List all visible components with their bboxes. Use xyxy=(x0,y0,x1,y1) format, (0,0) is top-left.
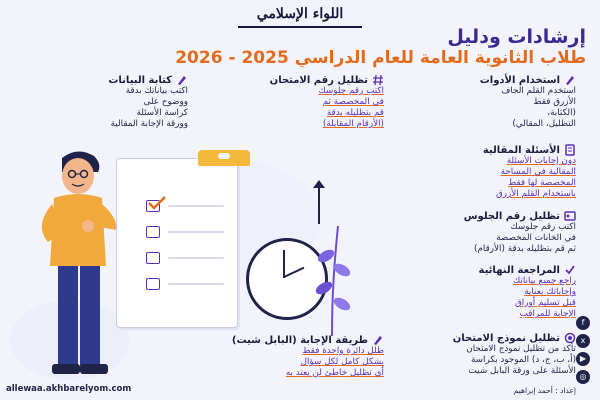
bubble-sheet-icon xyxy=(564,332,576,344)
website-url[interactable]: allewaa.akhbarelyom.com xyxy=(6,384,132,394)
section-text: استخدم القلم الجاف الأزرق فقط (الكتابة، التظليل، المقالي) xyxy=(501,86,576,129)
clipboard-line xyxy=(168,205,224,207)
section-heading: تظليل نموذج الامتحان xyxy=(452,332,560,344)
section-exam-number xyxy=(234,74,384,130)
student-illustration xyxy=(22,146,132,386)
section-data-entry xyxy=(28,74,188,130)
section-seat-number xyxy=(406,210,576,255)
section-text: تأكد من تظليل نموذج الامتحان (أ، ب، ج، د) الموجود بكراسة الأسئلة على ورقة البابل شيت xyxy=(466,344,576,376)
section-tools xyxy=(416,74,576,130)
section-heading: كتابة البيانات xyxy=(108,74,172,86)
section-text: ظلل دائرة واحدة فقط بشكل كامل لكل سؤال أي تظليل خاطئ لن يعتد به xyxy=(285,346,384,378)
clock-hand xyxy=(283,250,285,278)
section-bubble-method xyxy=(231,334,384,379)
pencil-icon xyxy=(372,334,384,346)
section-text: اكتب بياناتك بدقة ووضوح على كراسة الأسئلة وورقة الإجابة المقالية xyxy=(110,86,188,129)
youtube-icon[interactable]: ▶ xyxy=(576,352,590,366)
hash-icon xyxy=(372,74,384,86)
section-heading: المراجعة النهائية xyxy=(478,264,560,276)
edit-icon xyxy=(176,74,188,86)
clipboard-illustration xyxy=(116,158,238,328)
section-text: راجع جميع بياناتك وإجاباتك بعناية قبل تسليم أوراق الإجابة للمراقب xyxy=(512,276,576,319)
page-title: إرشادات ودليل xyxy=(447,26,586,48)
section-exam-model xyxy=(356,332,576,377)
x-icon[interactable]: x xyxy=(576,334,590,348)
section-review xyxy=(406,264,576,320)
clipboard-line xyxy=(168,257,224,259)
section-text: اكتب رقم جلوسك في المخصصة ثم قم بتظليله بدقة (الأرقام المقابلة) xyxy=(318,86,384,129)
facebook-icon[interactable]: f xyxy=(576,316,590,330)
clipboard-line xyxy=(168,283,224,285)
leaves-decoration xyxy=(312,226,352,336)
section-essay xyxy=(416,144,576,200)
newspaper-logo: اللواء الإسلامي xyxy=(238,4,362,28)
section-heading: طريقة الإجابة (البابل شيت) xyxy=(231,334,368,346)
pen-icon xyxy=(564,74,576,86)
section-heading: تظليل رقم الجلوس xyxy=(463,210,560,222)
checkbox-icon xyxy=(146,252,160,264)
document-icon xyxy=(564,144,576,156)
id-card-icon xyxy=(564,210,576,222)
page-subtitle: طلاب الثانوية العامة للعام الدراسي 2025 - 2026 xyxy=(175,48,586,68)
arrow-head xyxy=(313,180,325,188)
instagram-icon[interactable]: ◎ xyxy=(576,370,590,384)
section-text: دون إجابات الأسئلة المقالية في المساحة المخصصة لها فقط باستخدام القلم الأزرق xyxy=(495,156,576,199)
section-text: اكتب رقم جلوسك في الخانات المخصصة ثم قم بتظليله بدقة (الأرقام) xyxy=(474,222,576,254)
arrow-up-icon xyxy=(318,184,320,224)
clipboard-clip-hole xyxy=(218,153,230,159)
checkbox-icon xyxy=(146,278,160,290)
credit-line: إعداد : أحمد إبراهيم xyxy=(513,386,576,395)
section-heading: تظليل رقم الامتحان xyxy=(269,74,368,86)
clipboard-line xyxy=(168,231,224,233)
checkmark-icon xyxy=(148,196,166,210)
section-heading: استخدام الأدوات xyxy=(479,74,560,86)
checkbox-icon xyxy=(146,226,160,238)
checklist-icon xyxy=(564,264,576,276)
section-heading: الأسئلة المقالية xyxy=(482,144,560,156)
